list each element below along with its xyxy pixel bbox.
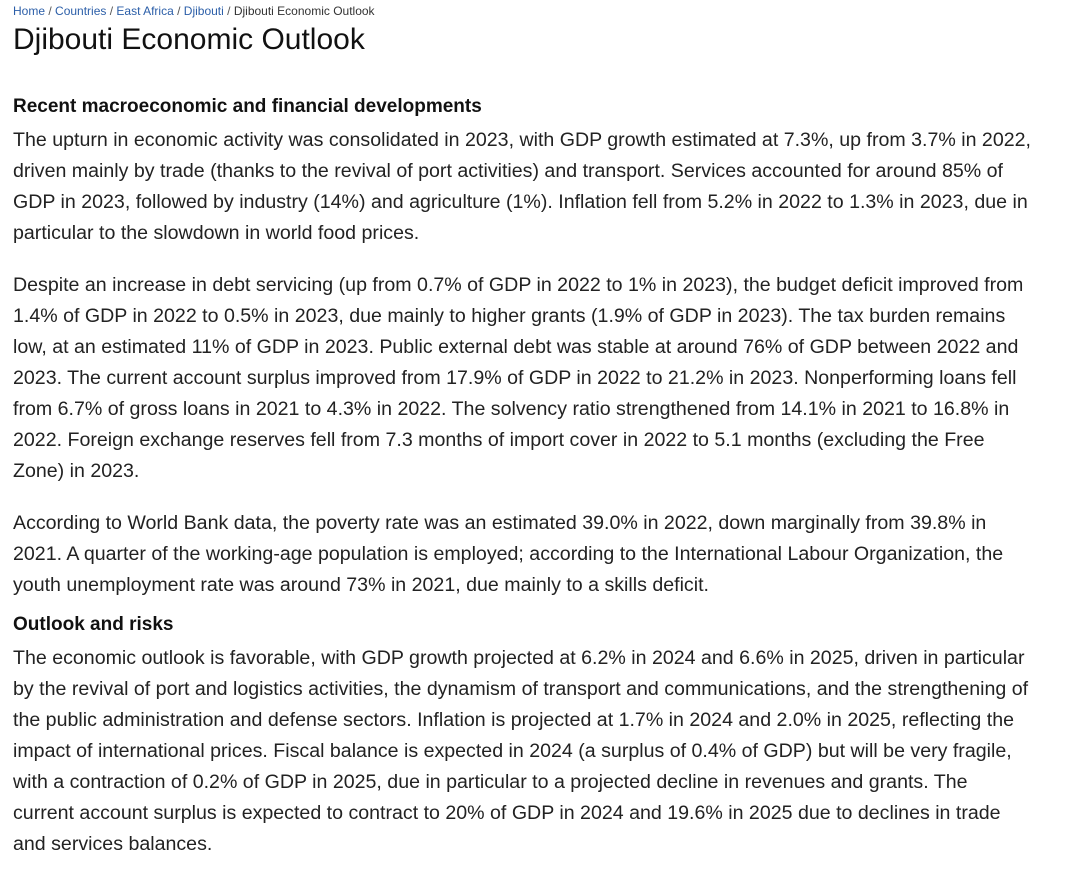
breadcrumb-separator: / xyxy=(106,4,117,18)
paragraph-outlook: The economic outlook is favorable, with GDP growth projected at 6.2% in 2024 and 6.6% in 2025, driven in particular by the revival of port and logistics activities, the dynamism of transport and communications, and the strengthening of the public administration and defense sectors. Inflation is projected at 1.7% in 2024 and 2.0% in 2025, reflecting the impact of international prices. Fiscal balance is expected in 2024 (a surplus of 0.4% of GDP) but will be very fragile, with a contraction of 0.2% of GDP in 2025, due in particular to a projected decline in revenues and grants. The current account surplus is expected to contract to 20% of GDP in 2024 and 19.6% in 2025 due to declines in trade and services balances. xyxy=(13,647,1029,855)
breadcrumb-separator: / xyxy=(173,4,184,18)
paragraph-poverty: According to World Bank data, the poverty rate was an estimated 39.0% in 2022, down marginally from 39.8% in 2021. A quarter of the working-age population is employed; according to the International Labour Organization, the youth unemployment rate was around 73% in 2021, due mainly to a skills deficit. xyxy=(13,512,1004,596)
breadcrumb-separator: / xyxy=(45,4,56,18)
section-outlook-risks xyxy=(13,613,1033,860)
breadcrumb xyxy=(13,4,1033,18)
breadcrumb-separator: / xyxy=(223,4,234,18)
breadcrumb-countries-link[interactable]: Countries xyxy=(55,4,107,18)
breadcrumb-djibouti-link[interactable]: Djibouti xyxy=(183,4,224,18)
page-title: Djibouti Economic Outlook xyxy=(13,23,365,56)
section-recent-developments xyxy=(13,95,1033,601)
paragraph-fiscal: Despite an increase in debt servicing (up from 0.7% of GDP in 2022 to 1% in 2023), the budget deficit improved from 1.4% of GDP in 2022 to 0.5% in 2023, due mainly to higher grants (1.9% of GDP in 2023). The tax burden remains low, at an estimated 11% of GDP in 2023. Public external debt was stable at around 76% of GDP between 2022 and 2023. The current account surplus improved from 17.9% of GDP in 2022 to 21.2% in 2023. Nonperforming loans fell from 6.7% of gross loans in 2021 to 4.3% in 2022. The solvency ratio strengthened from 14.1% in 2021 to 16.8% in 2022. Foreign exchange reserves fell from 7.3 months of import cover in 2022 to 5.1 months (excluding the Free Zone) in 2023. xyxy=(13,274,1024,482)
paragraph-growth: The upturn in economic activity was consolidated in 2023, with GDP growth estimated at 7.3%, up from 3.7% in 2022, driven mainly by trade (thanks to the revival of port activities) and transport. Services accounted for around 85% of GDP in 2023, followed by industry (14%) and agriculture (1%). Inflation fell from 5.2% in 2022 to 1.3% in 2023, due in particular to the slowdown in world food prices. xyxy=(13,129,1031,244)
breadcrumb-current-page: Djibouti Economic Outlook xyxy=(233,4,375,18)
section-heading: Outlook and risks xyxy=(13,614,174,635)
breadcrumb-home-link[interactable]: Home xyxy=(13,4,46,18)
breadcrumb-east-africa-link[interactable]: East Africa xyxy=(116,4,174,18)
section-heading: Recent macroeconomic and financial developments xyxy=(13,96,482,117)
